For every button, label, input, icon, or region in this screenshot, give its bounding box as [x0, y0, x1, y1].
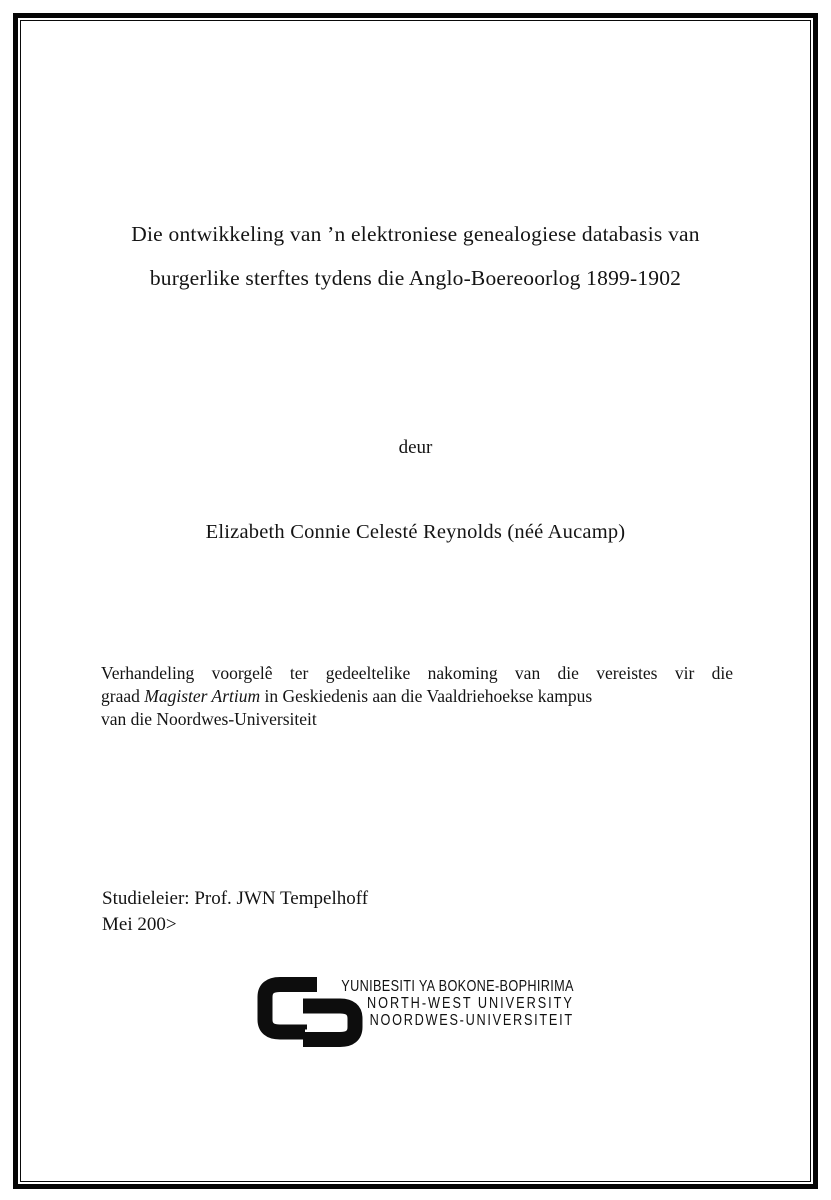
logo-line-setswana: YUNIBESITI YA BOKONE-BOPHIRIMA — [341, 978, 574, 995]
degree-statement-line2-pre: graad — [101, 686, 145, 707]
university-logo — [257, 971, 587, 1051]
date-line: Mei 200> — [102, 914, 177, 935]
degree-name-italic: Magister Artium — [144, 686, 261, 707]
supervisor-line: Studieleier: Prof. JWN Tempelhoff — [102, 888, 369, 909]
degree-statement-line2 — [101, 685, 733, 708]
thesis-title-line2: burgerlike sterftes tydens die Anglo-Boereoorlog 1899-1902 — [149, 266, 682, 290]
logo-line-afrikaans: NOORDWES-UNIVERSITEIT — [369, 1012, 574, 1030]
supervisor-block — [102, 886, 368, 938]
degree-statement-line3: van die Noordwes-Universiteit — [101, 709, 317, 730]
thesis-title — [0, 212, 831, 300]
logo-line-english: NORTH-WEST UNIVERSITY — [367, 995, 574, 1013]
degree-statement — [101, 662, 733, 732]
byline-deur: deur — [398, 437, 433, 458]
author-name: Elizabeth Connie Celesté Reynolds (néé Aucamp) — [205, 521, 626, 543]
thesis-title-line1: Die ontwikkeling van ’n elektroniese genealogiese databasis van — [131, 222, 700, 246]
university-logo-text — [318, 978, 574, 1030]
degree-statement-line1: Verhandeling voorgelê ter gedeeltelike nakoming van die vereistes vir die — [101, 663, 733, 683]
degree-statement-line2-post: in Geskiedenis aan die Vaaldriehoekse kampus — [260, 686, 593, 707]
